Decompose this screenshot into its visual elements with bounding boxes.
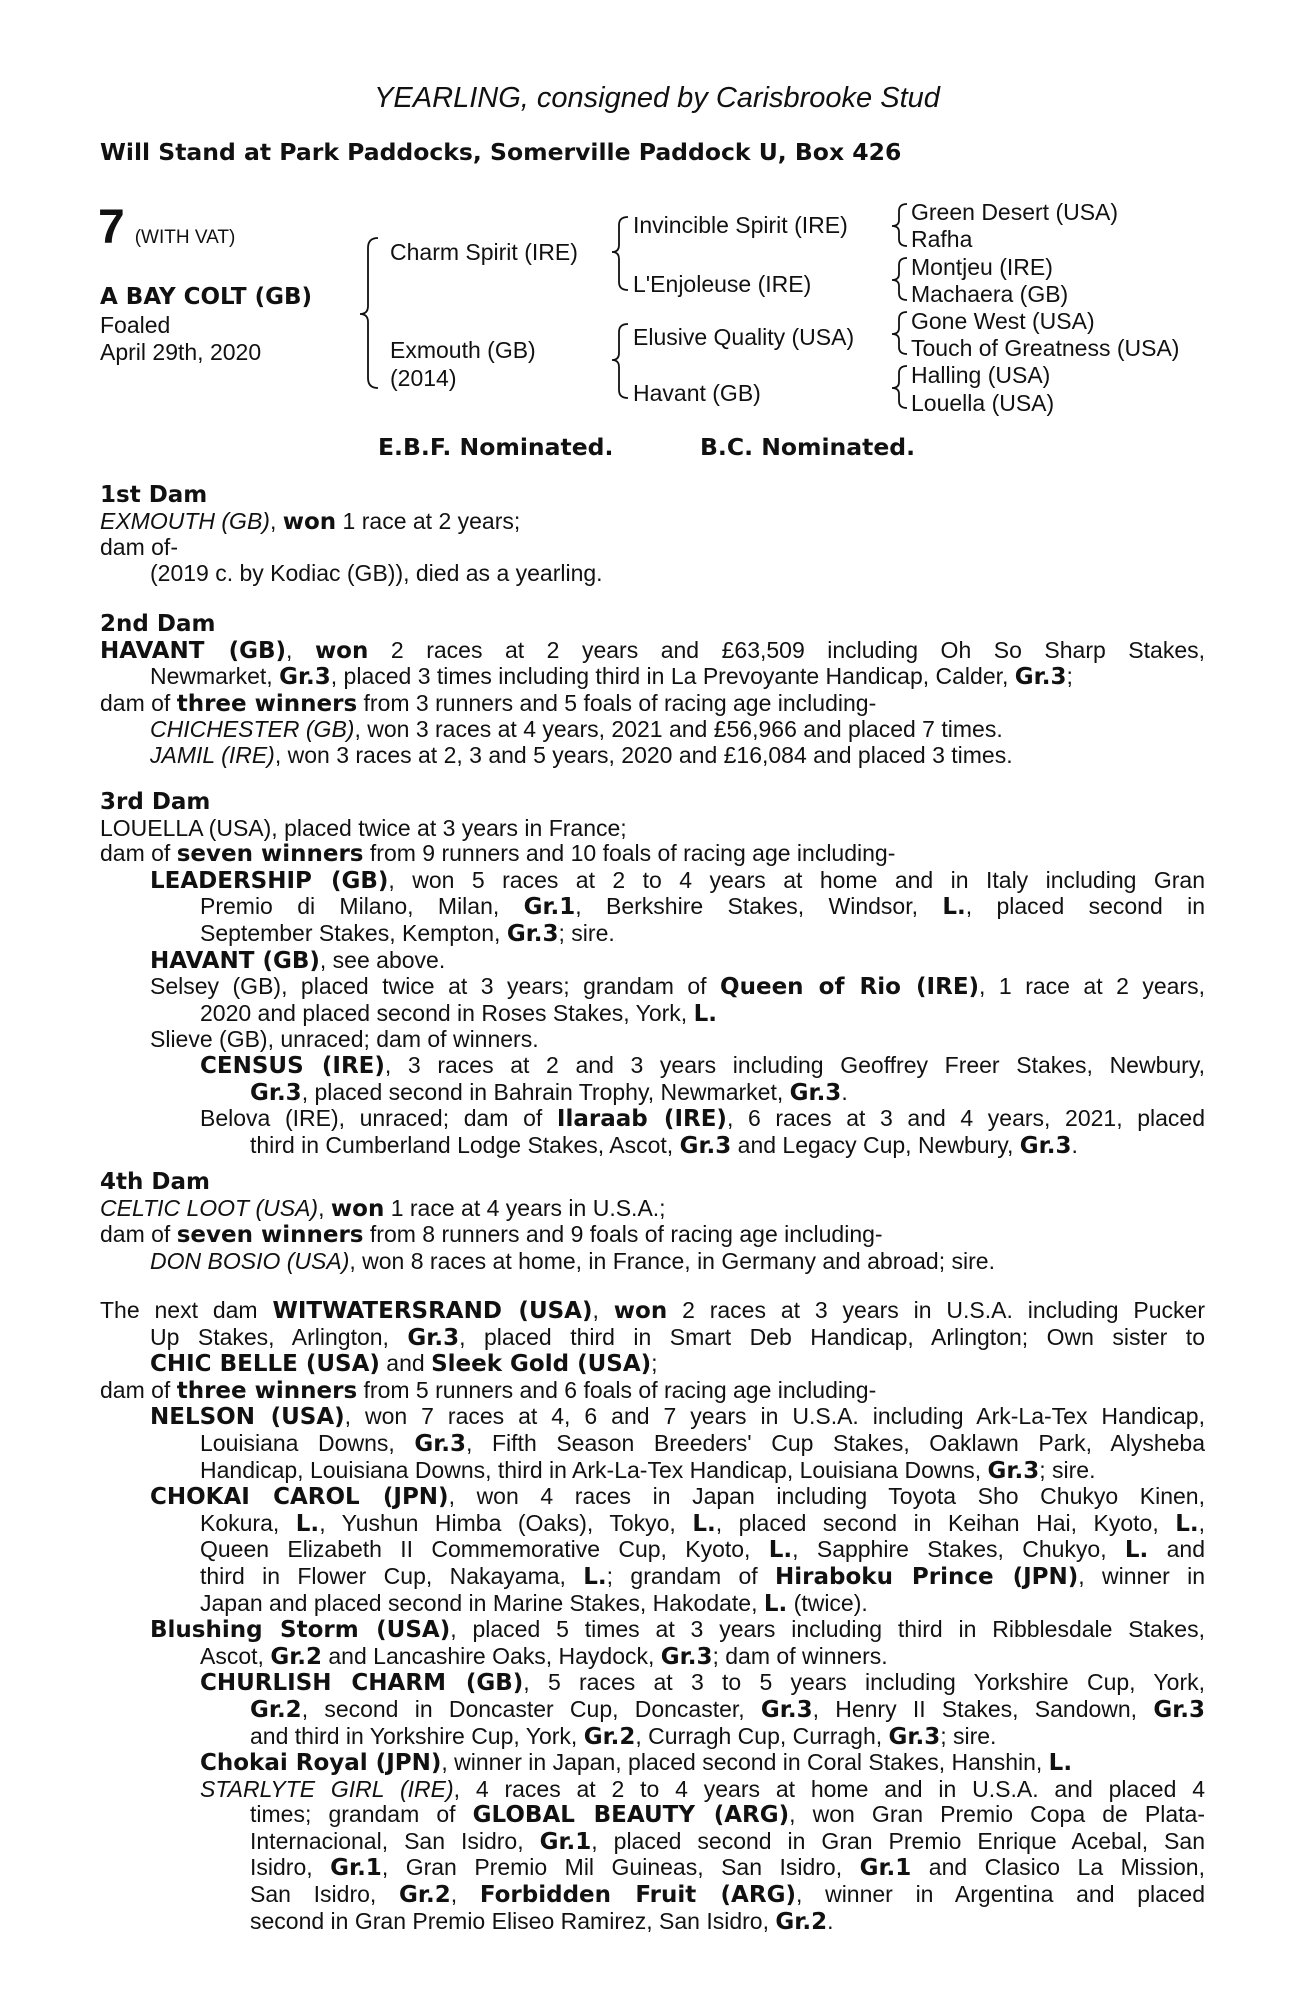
text: Gr.3	[414, 1430, 467, 1457]
text: ,	[1198, 1509, 1206, 1536]
text: DON BOSIO (USA)	[150, 1247, 350, 1274]
pedigree-ggp: Montjeu (IRE)	[911, 254, 1053, 280]
text: from 3 runners and 5 foals of racing age including-	[357, 689, 877, 716]
text: times; grandam of	[250, 1801, 473, 1828]
text: L.	[768, 1537, 793, 1564]
pedigree-ggp: Louella (USA)	[911, 390, 1055, 416]
text: , winner in Japan, placed second in Coral Stakes, Hanshin,	[441, 1749, 1049, 1776]
text: , won 3 races at 4 years, 2021 and £56,966 and placed 7 times.	[354, 716, 1003, 743]
text: , see above.	[319, 946, 446, 973]
text: , second in Doncaster Cup, Doncaster,	[301, 1695, 761, 1722]
lot-name: A BAY COLT (GB)	[100, 284, 313, 310]
text: , won 4 races in Japan including Toyota Sho Chukyo Kinen,	[448, 1483, 1205, 1510]
text: ;	[651, 1350, 658, 1377]
text: Isidro,	[250, 1854, 331, 1881]
pedigree-ggp: Rafha	[911, 226, 973, 252]
text: third in Flower Cup, Nakayama,	[200, 1562, 584, 1589]
stand-location: Will Stand at Park Paddocks, Somerville Paddock U, Box 426	[100, 138, 902, 166]
ebf-nomination: E.B.F. Nominated.	[378, 433, 614, 461]
text: Gr.3	[1019, 1132, 1072, 1159]
text: Gr.1	[330, 1855, 382, 1882]
next-dam-section	[100, 1298, 1205, 1935]
text: Gr.3	[888, 1723, 941, 1750]
text: , won 5 races at 2 to 4 years at home and in Italy including Gran	[388, 866, 1205, 893]
text: second in Gran Premio Eliseo Ramirez, San Isidro,	[250, 1907, 776, 1934]
text: , 4 races at 2 to 4 years at home and in U.S.A. and placed 4	[453, 1775, 1205, 1802]
text: , Fifth Season Breeders' Cup Stakes, Oaklawn Park, Alysheba	[466, 1429, 1205, 1456]
text: LOUELLA (USA), placed twice at 3 years in France;	[100, 814, 627, 841]
text: Slieve (GB), unraced; dam of winners.	[150, 1026, 539, 1053]
text: , placed 3 times including third in La Prevoyante Handicap, Calder,	[330, 663, 1015, 690]
text: Gr.2	[583, 1723, 636, 1750]
text: Forbidden Fruit (ARG)	[479, 1882, 796, 1909]
text: Ilaraab (IRE)	[556, 1106, 727, 1133]
text: Selsey (GB), placed twice at 3 years; grandam of	[150, 973, 721, 1000]
text: ;	[1066, 663, 1073, 690]
text: three winners	[176, 690, 358, 717]
pedigree-sire: Charm Spirit (IRE)	[390, 239, 578, 265]
text: .	[1071, 1131, 1078, 1158]
text: ,	[592, 1297, 614, 1323]
text: 1 race at 4 years in U.S.A.;	[384, 1194, 666, 1221]
bc-nomination: B.C. Nominated.	[700, 433, 916, 461]
pedigree-dam-year: (2014)	[390, 365, 457, 391]
text: ; sire.	[1039, 1456, 1096, 1483]
text: and Lancashire Oaks, Haydock,	[322, 1642, 661, 1669]
pedigree-dam: Exmouth (GB)	[390, 337, 536, 363]
produce-line: (2019 c. by Kodiac (GB)), died as a yearling.	[150, 559, 603, 586]
vat-note: (WITH VAT)	[134, 227, 236, 248]
text: and Legacy Cup, Newbury,	[731, 1131, 1020, 1158]
text: , 3 races at 2 and 3 years including Geoffrey Freer Stakes, Newbury,	[384, 1051, 1206, 1078]
text: Gr.3	[1014, 664, 1067, 691]
text: Gr.3	[279, 664, 331, 691]
text: from 9 runners and 10 foals of racing age including-	[363, 840, 896, 867]
text: Japan and placed second in Marine Stakes, Hakodate,	[200, 1589, 764, 1616]
text: , Henry II Stakes, Sandown,	[812, 1695, 1154, 1722]
text: CHICHESTER (GB)	[150, 716, 355, 743]
text: ,	[450, 1881, 480, 1908]
text: Gr.3	[679, 1132, 732, 1159]
text: CHURLISH CHARM (GB)	[200, 1670, 524, 1697]
text: and	[379, 1350, 432, 1377]
text: L.	[1124, 1537, 1149, 1564]
text: seven winners	[176, 841, 364, 868]
text: .	[841, 1078, 848, 1105]
text: CELTIC LOOT (USA)	[100, 1194, 319, 1221]
text: dam of-	[100, 534, 178, 561]
text: and third in Yorkshire Cup, York,	[250, 1722, 584, 1749]
text: , placed 5 times at 3 years including third in Ribblesdale Stakes,	[450, 1616, 1205, 1643]
pedigree-dam-dam: Havant (GB)	[633, 380, 761, 406]
text: Queen Elizabeth II Commemorative Cup, Kyoto,	[200, 1536, 769, 1563]
text: .	[827, 1907, 834, 1934]
text: Louisiana Downs,	[200, 1429, 415, 1456]
dam-name: EXMOUTH (GB)	[100, 507, 270, 534]
text: Gr.3	[506, 920, 559, 947]
text: Up Stakes, Arlington,	[150, 1323, 408, 1350]
text: won	[613, 1298, 668, 1324]
text: , placed third in Smart Deb Handicap, Arlington; Own sister to	[459, 1323, 1205, 1350]
text: Chokai Royal (JPN)	[200, 1750, 442, 1777]
text: , won 3 races at 2, 3 and 5 years, 2020 and £16,084 and placed 3 times.	[274, 741, 1013, 768]
text: L.	[693, 1000, 717, 1027]
second-dam-section	[100, 612, 1205, 769]
text: , Sapphire Stakes, Chukyo,	[792, 1536, 1125, 1563]
text: NELSON (USA)	[150, 1404, 345, 1431]
section-heading: 1st Dam	[100, 482, 208, 508]
text: , Berkshire Stakes, Windsor,	[575, 893, 943, 920]
text: , 6 races at 3 and 4 years, 2021, placed	[726, 1105, 1205, 1132]
text: and	[1148, 1536, 1205, 1563]
text: L.	[763, 1590, 788, 1617]
text: Gr.2	[399, 1882, 451, 1909]
text: Gr.2	[775, 1908, 828, 1935]
text: Gr.2	[270, 1643, 322, 1670]
text: dam of	[100, 689, 177, 716]
text: Gr.3	[760, 1696, 813, 1723]
text: HAVANT (GB)	[150, 947, 320, 974]
text: seven winners	[176, 1222, 364, 1249]
text: L.	[1175, 1510, 1199, 1537]
text: Gr.1	[539, 1828, 592, 1855]
text: L.	[692, 1510, 716, 1537]
text: ,	[269, 507, 283, 534]
text: , won 8 races at home, in France, in Germany and abroad; sire.	[349, 1247, 995, 1274]
section-heading: 3rd Dam	[100, 789, 211, 815]
text: WITWATERSRAND (USA)	[272, 1298, 593, 1324]
fourth-dam-section	[100, 1170, 1205, 1274]
pedigree-dam-sire: Elusive Quality (USA)	[633, 324, 855, 350]
text: The next dam	[100, 1297, 273, 1323]
text: L.	[1048, 1750, 1073, 1777]
foaled-label: Foaled	[100, 312, 171, 338]
text: , Curragh Cup, Curragh,	[635, 1722, 889, 1749]
text: September Stakes, Kempton,	[200, 919, 507, 946]
text: , placed second in Keihan Hai, Kyoto,	[715, 1509, 1176, 1536]
text: 1 race at 2 years;	[336, 507, 521, 534]
text: STARLYTE GIRL (IRE)	[200, 1775, 454, 1802]
text: Gr.1	[523, 894, 576, 921]
text: , 5 races at 3 to 5 years including Yorkshire Cup, York,	[523, 1669, 1205, 1696]
third-dam-section	[100, 790, 1205, 1159]
text: dam of	[100, 840, 177, 867]
text: Gr.2	[250, 1696, 302, 1723]
text: and Clasico La Mission,	[911, 1854, 1205, 1881]
text: ,	[318, 1194, 331, 1221]
text: Gr.3	[789, 1079, 842, 1106]
text: CHIC BELLE (USA)	[150, 1351, 380, 1378]
text: Gr.3	[987, 1457, 1040, 1484]
text: , placed second in Gran Premio Enrique Acebal, San	[591, 1827, 1205, 1854]
text: , Yushun Himba (Oaks), Tokyo,	[319, 1509, 693, 1536]
text: ; dam of winners.	[712, 1642, 888, 1669]
text: LEADERSHIP (GB)	[150, 867, 389, 894]
lot-number: 7	[98, 201, 125, 254]
text: won	[314, 637, 369, 664]
text: ,	[286, 636, 315, 663]
text: CENSUS (IRE)	[200, 1052, 385, 1079]
text: , Gran Premio Mil Guineas, San Isidro,	[381, 1854, 860, 1881]
text: Gr.3	[1153, 1696, 1205, 1723]
text: ; sire.	[558, 919, 615, 946]
page-title: YEARLING, consigned by Carisbrooke Stud	[374, 82, 940, 114]
text: won	[282, 508, 337, 535]
text: , placed second in	[965, 893, 1205, 920]
pedigree-ggp: Machaera (GB)	[911, 281, 1069, 307]
text: (twice).	[787, 1589, 868, 1616]
text: Gr.1	[859, 1855, 912, 1882]
text: , winner in	[1078, 1562, 1206, 1589]
text: , placed second in Bahrain Trophy, Newmarket,	[301, 1078, 790, 1105]
text: third in Cumberland Lodge Stakes, Ascot,	[250, 1131, 680, 1158]
text: Gr.3	[407, 1324, 460, 1351]
pedigree-sire-sire: Invincible Spirit (IRE)	[633, 212, 848, 238]
text: L.	[583, 1563, 607, 1590]
text: Sleek Gold (USA)	[431, 1351, 652, 1378]
pedigree-ggp: Touch of Greatness (USA)	[911, 335, 1180, 361]
text: 2020 and placed second in Roses Stakes, York,	[200, 999, 694, 1026]
text: Internacional, San Isidro,	[250, 1827, 540, 1854]
text: CHOKAI CAROL (JPN)	[150, 1484, 449, 1511]
pedigree-ggp: Green Desert (USA)	[911, 199, 1119, 225]
first-dam-section	[100, 483, 1205, 586]
text: from 8 runners and 9 foals of racing age including-	[363, 1221, 883, 1248]
pedigree-ggp: Halling (USA)	[911, 362, 1051, 388]
foaled-date: April 29th, 2020	[100, 339, 262, 365]
text: , won Gran Premio Copa de Plata-	[789, 1801, 1206, 1828]
text: Hiraboku Prince (JPN)	[775, 1563, 1079, 1590]
text: ; sire.	[940, 1722, 997, 1749]
text: Blushing Storm (USA)	[150, 1617, 451, 1644]
text: 2 races at 3 years in U.S.A. including Pucker	[667, 1297, 1205, 1323]
section-heading: 4th Dam	[100, 1169, 210, 1195]
text: dam of	[100, 1376, 177, 1403]
text: Gr.3	[250, 1079, 302, 1106]
text: JAMIL (IRE)	[150, 741, 275, 768]
text: 2 races at 2 years and £63,509 including Oh So Sharp Stakes,	[368, 636, 1205, 663]
text: , winner in Argentina and placed	[795, 1881, 1206, 1908]
text: San Isidro,	[250, 1881, 400, 1908]
section-heading: 2nd Dam	[100, 611, 216, 637]
text: L.	[942, 894, 966, 921]
text: Newmarket,	[150, 663, 280, 690]
text: Handicap, Louisiana Downs, third in Ark-La-Tex Handicap, Louisiana Downs,	[200, 1456, 988, 1483]
pedigree-ggp: Gone West (USA)	[911, 308, 1095, 334]
text: Gr.3	[660, 1643, 713, 1670]
text: from 5 runners and 6 foals of racing age including-	[357, 1376, 877, 1403]
dam-name: HAVANT (GB)	[100, 637, 287, 664]
text: , 1 race at 2 years,	[979, 973, 1205, 1000]
text: Queen of Rio (IRE)	[720, 974, 980, 1001]
text: Kokura,	[200, 1509, 296, 1536]
pedigree-sire-dam: L'Enjoleuse (IRE)	[633, 271, 812, 297]
text: dam of	[100, 1221, 177, 1248]
text: won	[330, 1195, 385, 1222]
text: Premio di Milano, Milan,	[200, 893, 524, 920]
text: Ascot,	[200, 1642, 271, 1669]
text: GLOBAL BEAUTY (ARG)	[472, 1802, 790, 1829]
text: ; grandam of	[606, 1562, 776, 1589]
text: L.	[295, 1510, 320, 1537]
text: three winners	[176, 1377, 358, 1404]
text: , won 7 races at 4, 6 and 7 years in U.S.A. including Ark-La-Tex Handicap,	[344, 1403, 1205, 1430]
text: Belova (IRE), unraced; dam of	[200, 1105, 557, 1132]
